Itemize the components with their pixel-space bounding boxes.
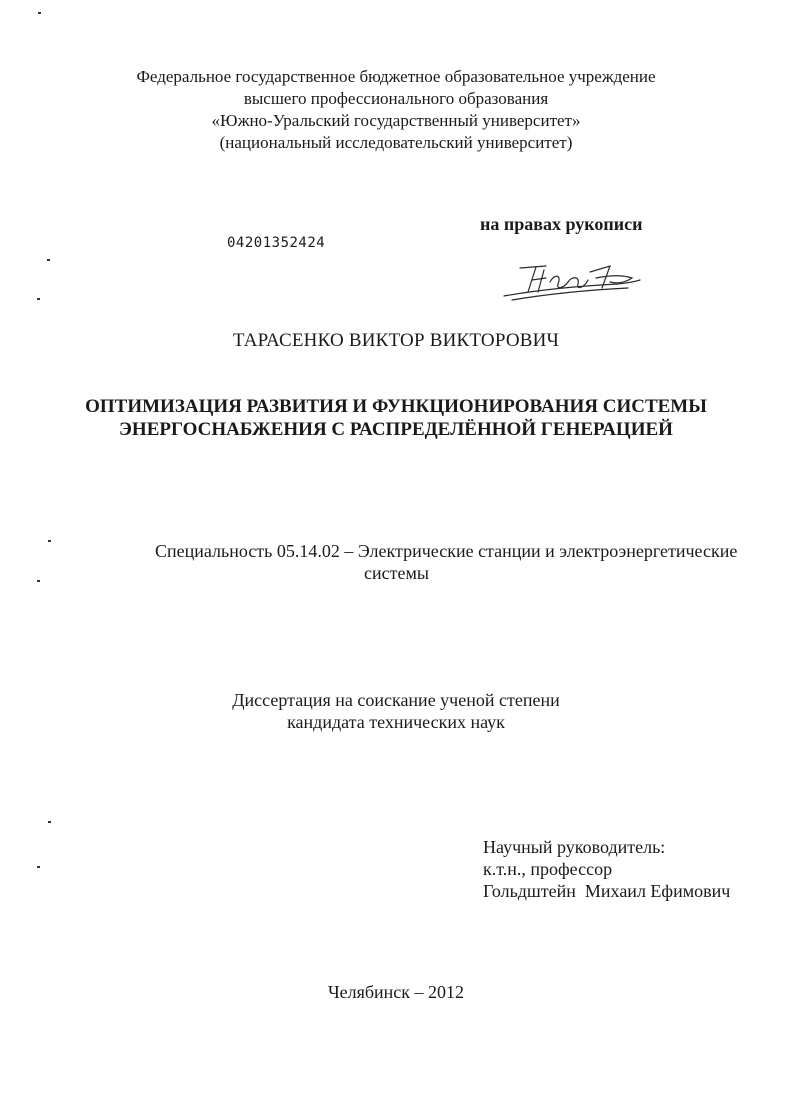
scan-mark	[37, 580, 40, 582]
scan-mark	[37, 866, 40, 868]
author-name: ТАРАСЕНКО ВИКТОР ВИКТОРОВИЧ	[232, 330, 560, 351]
institution-line: «Южно-Уральский государственный университет»	[211, 111, 581, 130]
institution-header	[0, 66, 792, 154]
supervisor-name: Гольдштейн Михаил Ефимович	[483, 881, 731, 901]
rights-note: на правах рукописи	[480, 214, 643, 234]
degree-line: Диссертация на соискание ученой степени	[232, 690, 560, 710]
scan-mark	[47, 259, 50, 261]
signature-image	[498, 258, 648, 306]
specialty-line: Специальность 05.14.02 – Электрические станции и электроэнергетические	[155, 541, 738, 561]
institution-line: высшего профессионального образования	[243, 89, 549, 108]
scan-mark	[38, 12, 41, 14]
supervisor-label: Научный руководитель:	[483, 837, 666, 857]
supervisor-credentials: к.т.н., профессор	[483, 859, 613, 879]
institution-line: Федеральное государственное бюджетное образовательное учреждение	[136, 67, 656, 86]
title-line: ОПТИМИЗАЦИЯ РАЗВИТИЯ И ФУНКЦИОНИРОВАНИЯ СИСТЕМЫ	[85, 396, 707, 417]
city-year: Челябинск – 2012	[327, 982, 465, 1002]
scan-mark	[48, 821, 51, 823]
registration-code: 04201352424	[227, 235, 326, 251]
scan-mark	[48, 540, 51, 542]
institution-line: (национальный исследовательский университет)	[219, 133, 573, 152]
specialty-line: системы	[364, 563, 429, 583]
dissertation-title	[0, 395, 792, 441]
scan-mark	[37, 298, 40, 300]
degree-statement	[0, 689, 792, 733]
title-line: ЭНЕРГОСНАБЖЕНИЯ С РАСПРЕДЕЛЁННОЙ ГЕНЕРАЦИЕЙ	[119, 419, 673, 440]
supervisor-block	[483, 836, 730, 902]
degree-line: кандидата технических наук	[287, 712, 505, 732]
